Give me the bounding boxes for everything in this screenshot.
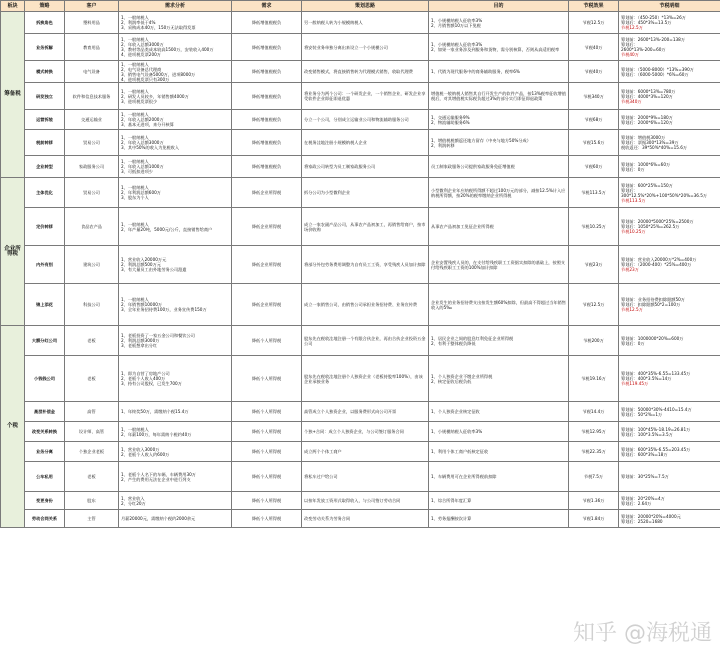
detail-cell: 筹划前：增值税3000万 筹划后：票据300*13%=39万 税收返还：39*50%*40%=15.6万 (619, 130, 720, 156)
table-row (1, 492, 720, 510)
purpose-cell: 1、小规模纳税人征收率3% 2、如果一家业务涉及到服务和货物，需分别核算，否则从高适用税率 (429, 34, 569, 61)
purpose-cell: 增值税一般纳税人销售其自行开发生产的软件产品，按13%税率征收增值税后，对其增值税实际税负超过3%的部分实行即征即退政策 (429, 83, 569, 110)
saving-cell: 节税19.16万 (569, 356, 619, 402)
detail-cell: 筹划前：30*25%=7.5万 (619, 462, 720, 492)
detail-cell: 筹划前：600*25%=150万 筹划后：300*12.5%*20%+100*50%*20%=36.5万 节税113.5万 (619, 178, 720, 208)
analysis-cell: 1、一般纳税人 2、年收入总额2000万 3、基本无进项，来分开核算 (119, 110, 232, 130)
need-cell: 降低增值税税负 (232, 130, 302, 156)
table-row (1, 356, 720, 402)
detail-cell: 筹划前：1000000*20%=600万 筹划后：0万 (619, 326, 720, 356)
analysis-cell: 1、一般纳税人 2、电气设备总代理商 3、销售电气设备5000万，进项8000万 4、进项税发票只有300万 (119, 61, 232, 83)
need-cell: 降低个人所得税 (232, 422, 302, 442)
section-label: 企业所得税 (1, 178, 25, 326)
purpose-cell: 1、个人独资企业不缴企业所得税 2、核定征收后税负低 (429, 356, 569, 402)
need-cell: 降低增值税税负 (232, 156, 302, 178)
strategy-cell: 主体优化 (25, 178, 65, 208)
detail-cell: 筹划前：100*45%-18.19=26.81万 筹划后：100*3.5%=3.5万 (619, 422, 720, 442)
analysis-cell: 1、老板个人名下的车辆，车辆费用30万 2、产生的费用无法在企业中进行列支 (119, 462, 232, 492)
plan-cell: 成立一家农副产品公司，从事农产品初加工，再销售给商户，按市场价收购 (302, 208, 429, 246)
purpose-cell: 1、劳务报酬按次计算 (429, 510, 569, 528)
plan-cell: 拆分公司为小型微利企业 (302, 178, 429, 208)
watermark: 知乎 @海税通 (573, 621, 712, 646)
strategy-cell: 企业转型 (25, 156, 65, 178)
plan-cell: 成立两个个体工商户 (302, 442, 429, 462)
need-cell: 降低增值税税负 (232, 34, 302, 61)
need-cell: 降低个人所得税 (232, 326, 302, 356)
table-row (1, 130, 720, 156)
strategy-cell: 拆换角色 (25, 12, 65, 34)
saving-cell: 节税12.5万 (569, 284, 619, 326)
detail-cell: 筹划前：600*35%-6.55=203.45万 筹划后：600*3%=18万 (619, 442, 720, 462)
saving-cell: 节税1.36万 (569, 492, 619, 510)
customer-cell: 食品农产品 (65, 208, 119, 246)
need-cell: 降低企业所得税 (232, 284, 302, 326)
need-cell: 降低个人所得税 (232, 462, 302, 492)
purpose-cell: 1、居民企业之间的股息红利免征企业所得税 2、有利于整体税负降低 (429, 326, 569, 356)
detail-cell: 筹划前：50000*30%-4410=15.4万 筹划后：50*2%=1万 (619, 402, 720, 422)
analysis-cell: 1、一般纳税人 2、年薪100万，每年需纳个税约40万 (119, 422, 232, 442)
plan-cell: 另一般纳税人转为小规模纳税人 (302, 12, 429, 34)
table-row (1, 34, 720, 61)
table-row (1, 422, 720, 442)
header-plan: 策划思路 (302, 1, 429, 12)
customer-cell: 软件和信息技术服务 (65, 83, 119, 110)
section-label: 筹备税 (1, 12, 25, 178)
purpose-cell: 1、个人独资企业核定征收 (429, 402, 569, 422)
strategy-cell: 业务分离 (25, 442, 65, 462)
strategy-cell: 业务拆解 (25, 34, 65, 61)
analysis-cell: 1、营业收入3000万 2、老板个人收入约600万 (119, 442, 232, 462)
detail-cell: 筹划前：20000*5000*25%=2500万 筹划后：1050*25%=262.5万 节税10.25万 (619, 208, 720, 246)
saving-cell: 节税15.6万 (569, 130, 619, 156)
need-cell: 降低个人所得税 (232, 492, 302, 510)
strategy-cell: 大额分红公司 (25, 326, 65, 356)
analysis-cell: 1、老板投资了一家五金公司和餐饮公司 2、利润总额3000万 3、老板想拿出分红 (119, 326, 232, 356)
header-purpose: 目的 (429, 1, 569, 12)
strategy-cell: 运营拆装 (25, 110, 65, 130)
customer-cell: 贸易公司 (65, 130, 119, 156)
customer-cell: 老板 (65, 356, 119, 402)
plan-cell: 将安装业务单独分离出来设立一个小规模公司 (302, 34, 429, 61)
need-cell: 降低增值税税负 (232, 12, 302, 34)
analysis-cell: 1、一般纳税人 2、利润率低于4% 3、采购成本40万，150万无法取得发票 (119, 12, 232, 34)
customer-cell: 老板 (65, 462, 119, 492)
purpose-cell: 1、综合所得年度汇算 (429, 492, 569, 510)
customer-cell: 塑料用品 (65, 12, 119, 34)
saving-cell: 节税14.4万 (569, 402, 619, 422)
need-cell: 降低企业所得税 (232, 208, 302, 246)
saving-cell: 节税68万 (569, 110, 619, 130)
table-row (1, 110, 720, 130)
detail-cell: 筹划前：2600*13%-200=138万 筹划后： 2600*13%-200=60万 节税40万 (619, 34, 720, 61)
purpose-cell: 1、车辆费用可在企业所得税前扣除 (429, 462, 569, 492)
header-analysis: 需求分析 (119, 1, 232, 12)
strategy-cell: 改变关系转换 (25, 422, 65, 442)
analysis-cell: 1、营业收入 2、分红20万 (119, 492, 232, 510)
detail-cell: 筹划前：20*20%=4万 筹划后：2.64万 (619, 492, 720, 510)
header-row (1, 1, 720, 12)
need-cell: 降低个人所得税 (232, 356, 302, 402)
table-row (1, 83, 720, 110)
plan-cell: 成立一家销售公司，由销售公司承担业务招待费、业务宣传费 (302, 284, 429, 326)
need-cell: 降低个人所得税 (232, 510, 302, 528)
table-row (1, 442, 720, 462)
analysis-cell: 1、一般纳税人 2、研发人员较多，年销售额4000万 3、进项税发票很少 (119, 83, 232, 110)
purpose-cell: 1、小规模纳税人征收率3% 2、月销售额10万以下免税 (429, 12, 569, 34)
table-body (1, 12, 720, 528)
saving-cell: 节税113.5万 (569, 178, 619, 208)
plan-cell: 将家政公司转型为员工制家政服务公司 (302, 156, 429, 178)
table-row (1, 178, 720, 208)
plan-cell: 改变劳动关系为劳务合同 (302, 510, 429, 528)
customer-cell: 教育用品 (65, 34, 119, 61)
strategy-cell: 公车私用 (25, 462, 65, 492)
purpose-cell: 企业安置残疾人员的，在支付给残疾职工工资据实扣除的基础上，按照支付给残疾职工工资的100%加计扣除 (429, 246, 569, 284)
analysis-cell: 月薪20000元，需缴纳个税约2000余元 (119, 510, 232, 528)
analysis-cell: 1、一般纳税人 2、年收入总额3000万 3、其中50%的收入为免税收入 (119, 130, 232, 156)
analysis-cell: 1、即为自营了房地产公司 2、老板个人收入400万 3、持有公司股权，已发生700万 (119, 356, 232, 402)
analysis-cell: 1、一般纳税人 2、年销售额10000万 3、全年业务招待费100万，业务宣传费150万 (119, 284, 232, 326)
saving-cell: 节税7.5万 (569, 462, 619, 492)
strategy-cell: 变更身份 (25, 492, 65, 510)
header-strategy: 策略 (25, 1, 65, 12)
purpose-cell: 1、增值税税额返还地方留存（中央与地方50%分成） 2、利润转移 (429, 130, 569, 156)
table-row (1, 284, 720, 326)
customer-cell: 贸易公司 (65, 178, 119, 208)
need-cell: 降低个人所得税 (232, 442, 302, 462)
saving-cell: 节税12.5万 (569, 12, 619, 34)
customer-cell: 高管 (65, 402, 119, 422)
header-saving: 节税效果 (569, 1, 619, 12)
customer-cell: 老板 (65, 326, 119, 356)
table-row (1, 402, 720, 422)
detail-cell: 筹划前：（450-250）*13%=26万 筹划后：450*3%=13.5万 节税12.5万 (619, 12, 720, 34)
header-detail: 节税明细 (619, 1, 720, 12)
header-need: 需求 (232, 1, 302, 12)
analysis-cell: 1、一般纳税人 2、年收入总额3000万 3、教材等品类成本较高1500万，安装收入400万 4、进项税发票200万 (119, 34, 232, 61)
saving-cell: 节税12.95万 (569, 422, 619, 442)
purpose-cell: 1、小规模纳税人征收率3% (429, 422, 569, 442)
table-row (1, 326, 720, 356)
customer-cell: 交通运输业 (65, 110, 119, 130)
saving-cell: 节税22.35万 (569, 442, 619, 462)
strategy-cell: 高层补偿金 (25, 402, 65, 422)
detail-cell: 筹划前：400*35%-6.55=133.45万 筹划后：400*3.5%=14万 节税119.45万 (619, 356, 720, 402)
customer-cell: 设计师、高管 (65, 422, 119, 442)
analysis-cell: 1、一般纳税人 2、年产量20吨，5000元/公斤，直接销售给商户 (119, 208, 232, 246)
customer-cell: 主管 (65, 510, 119, 528)
table-row (1, 61, 720, 83)
plan-cell: 高管成立个人独资企业，以服务费形式向公司开票 (302, 402, 429, 422)
table-row (1, 462, 720, 492)
table-row (1, 246, 720, 284)
header-board: 板块 (1, 1, 25, 12)
detail-cell: 筹划前：营业收入20000万*2%=400万 筹划后：（2000-400）*25%=400万 节税23万 (619, 246, 720, 284)
strategy-cell: 小钱钱公司 (25, 356, 65, 402)
table-row (1, 208, 720, 246)
purpose-cell: 1、利用个体工商户低核定征收 (429, 442, 569, 462)
saving-cell: 节税60万 (569, 156, 619, 178)
strategy-cell: 模式转换 (25, 61, 65, 83)
plan-cell: 在税务洼地注册小规模纳税人企业 (302, 130, 429, 156)
plan-cell: 改变销售模式，将直接销售转为代理模式销售，收取代理费 (302, 61, 429, 83)
plan-cell: 以按年发放工资形式取得收入，与公司签订劳动合同 (302, 492, 429, 510)
detail-cell: 筹划前：6000*13%=780万 筹划后：4000*3%=120万 节税340万 (619, 83, 720, 110)
plan-cell: 分立一个公司，分别成立运输业公司和物流辅助服务公司 (302, 110, 429, 130)
plan-cell: 个独+合同：成立个人独资企业，与公司签订服务合同 (302, 422, 429, 442)
saving-cell: 节税40万 (569, 34, 619, 61)
analysis-cell: 1、一般纳税人 2、年收入总额1000万 3、可抵扣进项少 (119, 156, 232, 178)
saving-cell: 节税340万 (569, 83, 619, 110)
strategy-cell: 劳动合同关系 (25, 510, 65, 528)
saving-cell: 节税1.84万 (569, 510, 619, 528)
purpose-cell: 从事农产品初加工免征企业所得税 (429, 208, 569, 246)
saving-cell: 节税40万 (569, 61, 619, 83)
strategy-cell: 定价转移 (25, 208, 65, 246)
purpose-cell: 1、代销为现代服务中的商务辅助服务，税率6% (429, 61, 569, 83)
plan-cell: 将私车过户给公司 (302, 462, 429, 492)
customer-cell: 科技公司 (65, 284, 119, 326)
need-cell: 降低增值税税负 (232, 61, 302, 83)
analysis-cell: 1、营业收入20000万元 2、利润总额500万元 3、有大量员工由外地劳务公司派遣 (119, 246, 232, 284)
detail-cell: 筹划前：2000*9%=180万 筹划后：2000*6%=120万 (619, 110, 720, 130)
table-row (1, 12, 720, 34)
purpose-cell: 企业发生的业务招待费支出按发生额60%扣除，但最高不得超过当年销售收入的5‰ (429, 284, 569, 326)
strategy-cell: 内外有别 (25, 246, 65, 284)
table-row (1, 510, 720, 528)
detail-cell: 筹划前：20000*20%=4000元 筹划后：2520=1680 (619, 510, 720, 528)
customer-cell: 家政服务公司 (65, 156, 119, 178)
saving-cell: 节税200万 (569, 326, 619, 356)
purpose-cell: 员工制家政服务公司提供家政服务免征增值税 (429, 156, 569, 178)
customer-cell: 电气设备 (65, 61, 119, 83)
need-cell: 降低增值税税负 (232, 83, 302, 110)
customer-cell: 股东 (65, 492, 119, 510)
plan-cell: 将业务分为两个公司：一个研发企业，一个销售企业，研发企业享受软件企业即征即退优惠 (302, 83, 429, 110)
purpose-cell: 小型微利企业年应纳税所得额不超过100万元的部分，减按12.5%计入应纳税所得额，按20%的税率缴纳企业所得税 (429, 178, 569, 208)
plan-cell: 股东先在税收洼地注册个人独资企业（老板持股率100%），由该企业承接业务 (302, 356, 429, 402)
detail-cell: 筹划前：业务招待费扣除限额50万 筹划后：扣除限额50*2=100万 节税12.5万 (619, 284, 720, 326)
section-label: 个税 (1, 326, 25, 528)
detail-cell: 筹划前：（5000-8000）*13%=390万 筹划后：（6000-5000）*6%=60万 (619, 61, 720, 83)
customer-cell: 个独企业老板 (65, 442, 119, 462)
header-customer: 客户 (65, 1, 119, 12)
table-row (1, 156, 720, 178)
analysis-cell: 1、一般纳税人 2、年利润总额600万 3、股东为个人 (119, 178, 232, 208)
analysis-cell: 1、年终奖50万，需缴纳个税15.4万 (119, 402, 232, 422)
strategy-cell: 锦上添花 (25, 284, 65, 326)
detail-cell: 筹划前：1000*6%=60万 筹划后：0万 (619, 156, 720, 178)
purpose-cell: 1、交通运输服务9% 2、物流辅助服务6% (429, 110, 569, 130)
strategy-cell: 税前转移 (25, 130, 65, 156)
saving-cell: 节税10.25万 (569, 208, 619, 246)
saving-cell: 节税23万 (569, 246, 619, 284)
need-cell: 降低企业所得税 (232, 178, 302, 208)
plan-cell: 将部分外包劳务费用调整为自有员工工资，享受残疾人员加计扣除 (302, 246, 429, 284)
need-cell: 降低个人所得税 (232, 402, 302, 422)
need-cell: 降低增值税税负 (232, 110, 302, 130)
need-cell: 降低企业所得税 (232, 246, 302, 284)
strategy-cell: 研发独立 (25, 83, 65, 110)
plan-cell: 股东先在税收洼地注册一个有限合伙企业，再由合伙企业投资五金公司 (302, 326, 429, 356)
customer-cell: 建筑公司 (65, 246, 119, 284)
